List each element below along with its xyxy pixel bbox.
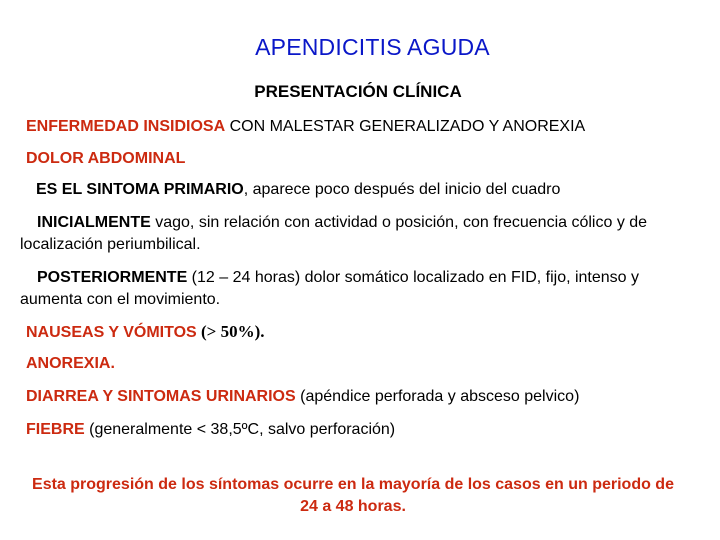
item-primario-label: ES EL SINTOMA PRIMARIO (36, 181, 244, 198)
item-fiebre (26, 421, 395, 439)
item-diarrea-label: DIARREA Y SINTOMAS URINARIOS (26, 388, 296, 405)
item-dolor (26, 150, 185, 168)
item-anorexia-label: ANOREXIA. (26, 355, 115, 372)
item-nauseas (26, 322, 264, 342)
item-inicial-label: INICIALMENTE (37, 214, 151, 231)
item-diarrea-text: (apéndice perforada y absceso pelvico) (295, 388, 580, 405)
item-fiebre-label: FIEBRE (26, 421, 85, 438)
item-inicial (20, 212, 700, 256)
item-posterior-text: (12 – 24 horas) dolor somático localizado en FID, fijo, intenso y aumenta con el movimiento. (20, 269, 640, 308)
item-primario-text: , aparece poco después del inicio del cuadro (243, 181, 561, 198)
item-diarrea (26, 388, 579, 406)
item-primario (36, 181, 560, 199)
item-posterior-label: POSTERIORMENTE (37, 269, 188, 286)
item-insidiosa-label: ENFERMEDAD INSIDIOSA (26, 118, 226, 135)
item-nauseas-text: (> 50%). (196, 322, 265, 341)
page-subtitle: PRESENTACIÓN CLÍNICA (254, 82, 462, 101)
item-insidiosa (26, 118, 585, 136)
page-title: APENDICITIS AGUDA (255, 34, 490, 60)
item-insidiosa-text: CON MALESTAR GENERALIZADO Y ANOREXIA (225, 118, 586, 135)
item-nauseas-label: NAUSEAS Y VÓMITOS (26, 324, 197, 341)
item-fiebre-text: (generalmente < 38,5ºC, salvo perforación) (84, 421, 396, 438)
summary-footer: Esta progresión de los síntomas ocurre en la mayoría de los casos en un periodo de 24 a 48 horas. (32, 476, 674, 515)
item-anorexia (26, 355, 115, 373)
item-dolor-label: DOLOR ABDOMINAL (26, 150, 186, 167)
item-posterior (20, 267, 700, 311)
item-inicial-text: vago, sin relación con actividad o posición, con frecuencia cólico y de localización periumbilical. (20, 214, 648, 253)
